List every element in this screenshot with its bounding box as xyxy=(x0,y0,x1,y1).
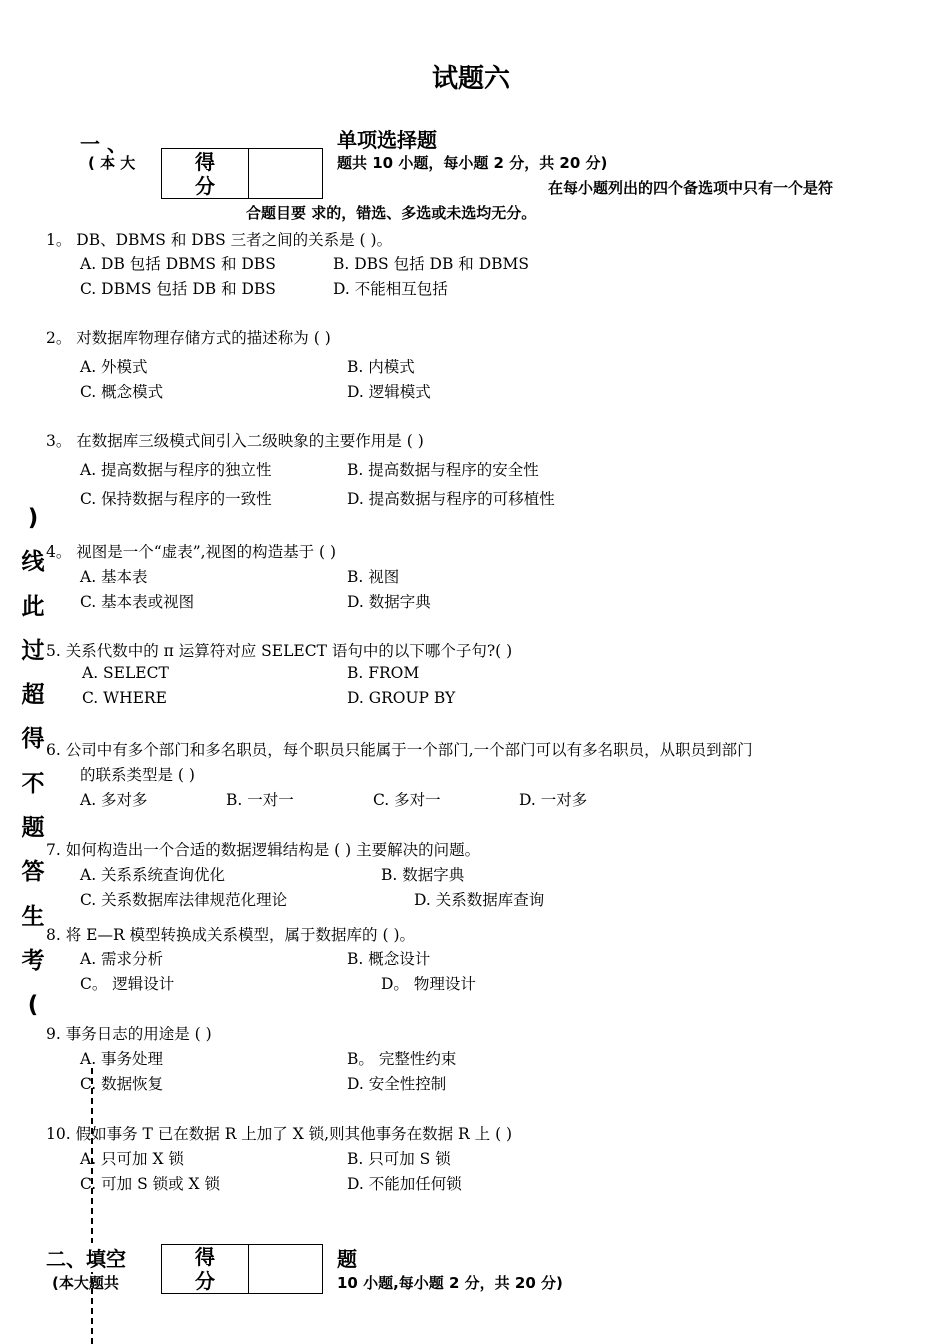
option: C. 多对一 xyxy=(373,791,441,809)
question-stem: 4。 视图是一个“虚表”,视图的构造基于 ( ) xyxy=(46,543,337,561)
option: A. 基本表 xyxy=(80,568,148,586)
option: C. DBMS 包括 DB 和 DBS xyxy=(80,280,276,298)
option: B. 只可加 S 锁 xyxy=(347,1150,451,1168)
section1-name: 单项选择题 xyxy=(337,128,437,152)
section1-instruction-1: 在每小题列出的四个备选项中只有一个是符 xyxy=(548,179,834,197)
option: A. 外模式 xyxy=(80,358,148,376)
option: C. 可加 S 锁或 X 锁 xyxy=(80,1175,221,1193)
score-label-1: 得 xyxy=(195,1245,215,1269)
side-warning-text: ) 线 此 过 超 得 不 题 答 生 考 ( xyxy=(21,505,45,1019)
section1-prefix2: ( 本 大 xyxy=(88,154,136,172)
option: A. 关系系统查询优化 xyxy=(80,866,226,884)
score-label-2: 分 xyxy=(195,1269,215,1293)
score-blank[interactable] xyxy=(249,149,321,198)
option: A. 事务处理 xyxy=(80,1050,164,1068)
option: D. 提高数据与程序的可移植性 xyxy=(347,490,555,508)
option: C. 基本表或视图 xyxy=(80,593,195,611)
option: D. 安全性控制 xyxy=(347,1075,447,1093)
question-stem-continued: 的联系类型是 ( ) xyxy=(80,766,195,784)
option: C. 关系数据库法律规范化理论 xyxy=(80,891,288,909)
score-label-1: 得 xyxy=(195,149,215,174)
option: A. SELECT xyxy=(82,664,169,682)
option: D. 关系数据库查询 xyxy=(414,891,545,909)
question-stem: 7. 如何构造出一个合适的数据逻辑结构是 ( ) 主要解决的问题。 xyxy=(46,841,481,859)
option: D. 数据字典 xyxy=(347,593,431,611)
option: A. 多对多 xyxy=(80,791,148,809)
section1-instruction-2: 合题目要 求的，错选、多选或未选均无分。 xyxy=(246,204,537,222)
question-stem: 1。 DB、DBMS 和 DBS 三者之间的关系是 ( )。 xyxy=(46,231,393,249)
cut-line xyxy=(91,1068,93,1344)
question-stem: 6. 公司中有多个部门和多名职员，每个职员只能属于一个部门,一个部门可以有多名职员，从职员到部门 xyxy=(46,741,753,759)
option: B. 提高数据与程序的安全性 xyxy=(347,461,539,479)
section2-prefix: 二、填空 xyxy=(46,1243,126,1272)
question-stem: 3。 在数据库三级模式间引入二级映象的主要作用是 ( ) xyxy=(46,432,424,450)
option: D. 不能加任何锁 xyxy=(347,1175,462,1193)
option: D. 一对多 xyxy=(519,791,588,809)
option: B. 视图 xyxy=(347,568,400,586)
option: C. WHERE xyxy=(82,689,167,707)
question-stem: 8. 将 E—R 模型转换成关系模型，属于数据库的 ( )。 xyxy=(46,926,416,944)
page-title: 试题六 xyxy=(432,64,511,94)
section2-score-box xyxy=(161,1244,323,1294)
option: B. 一对一 xyxy=(226,791,294,809)
option: B. 数据字典 xyxy=(381,866,465,884)
option: D。 物理设计 xyxy=(381,975,476,993)
score-label-2: 分 xyxy=(195,173,215,198)
section1-score-box xyxy=(161,148,323,199)
section2-desc: 10 小题,每小题 2 分，共 20 分) xyxy=(337,1274,563,1292)
question-stem: 9. 事务日志的用途是 ( ) xyxy=(46,1025,212,1043)
option: A. 需求分析 xyxy=(80,950,164,968)
option: A. DB 包括 DBMS 和 DBS xyxy=(80,255,276,273)
question-stem: 10. 假如事务 T 已在数据 R 上加了 X 锁,则其他事务在数据 R 上 ( ) xyxy=(46,1125,513,1143)
option: C. 概念模式 xyxy=(80,383,164,401)
section1-prefix: 一 、 xyxy=(80,132,127,156)
option: A. 提高数据与程序的独立性 xyxy=(80,461,272,479)
section1-desc: 题共 10 小题，每小题 2 分，共 20 分) xyxy=(337,154,608,172)
question-stem: 5. 关系代数中的 π 运算符对应 SELECT 语句中的以下哪个子句?( ) xyxy=(46,642,513,660)
option: B. 内模式 xyxy=(347,358,415,376)
option: B. 概念设计 xyxy=(347,950,431,968)
option: B. FROM xyxy=(347,664,420,682)
section2-prefix2: (本大题共 xyxy=(52,1274,119,1292)
option: D. GROUP BY xyxy=(347,689,456,707)
option: B. DBS 包括 DB 和 DBMS xyxy=(333,255,530,273)
option: B。 完整性约束 xyxy=(347,1050,457,1068)
option: D. 不能相互包括 xyxy=(333,280,448,298)
option: C. 保持数据与程序的一致性 xyxy=(80,490,272,508)
section2-name: 题 xyxy=(337,1247,357,1271)
option: C。 逻辑设计 xyxy=(80,975,175,993)
option: D. 逻辑模式 xyxy=(347,383,431,401)
option: C. 数据恢复 xyxy=(80,1075,164,1093)
option: A. 只可加 X 锁 xyxy=(80,1150,184,1168)
question-stem: 2。 对数据库物理存储方式的描述称为 ( ) xyxy=(46,329,331,347)
score-blank[interactable] xyxy=(249,1245,321,1293)
